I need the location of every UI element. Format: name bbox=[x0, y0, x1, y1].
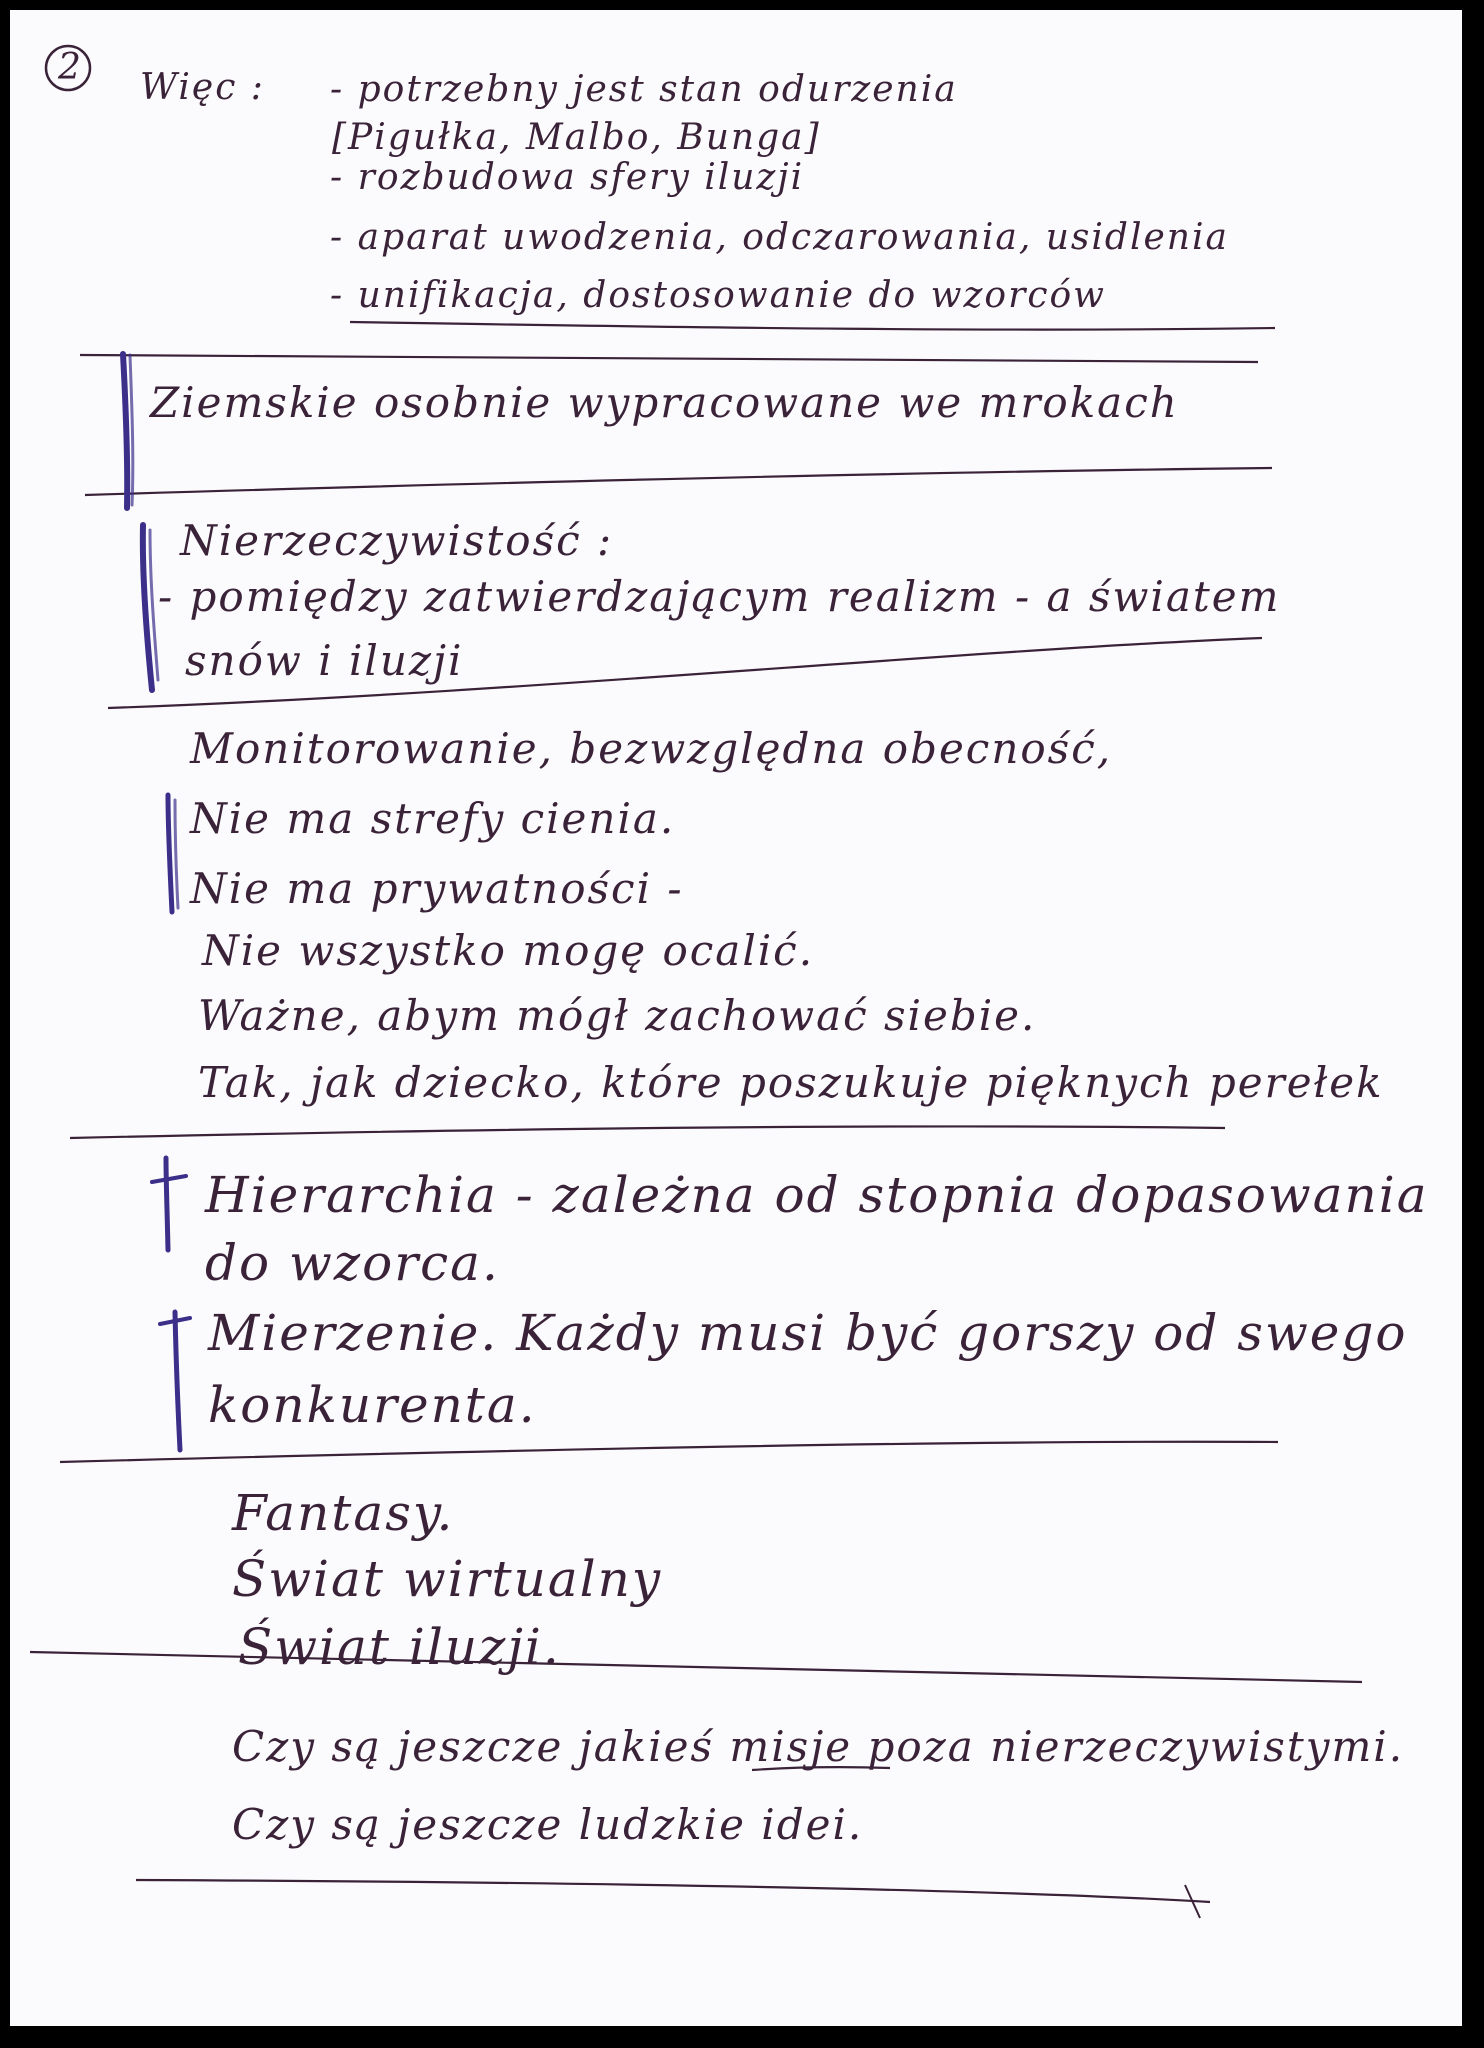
section-6-line-1: Czy są jeszcze jakieś misje poza nierzeczywistymi. bbox=[232, 1722, 1405, 1771]
section-3-line-4: Nie wszystko mogę ocalić. bbox=[202, 926, 815, 975]
header-item-2: [Pigułka, Malbo, Bunga] bbox=[332, 117, 821, 158]
section-4-line-1: Hierarchia - zależna od stopnia dopasowania bbox=[205, 1166, 1429, 1224]
header-item-4: - aparat uwodzenia, odczarowania, usidlenia bbox=[330, 217, 1229, 258]
section-1-line: Ziemskie osobnie wypracowane we mrokach bbox=[150, 378, 1179, 427]
section-3-line-3: Nie ma prywatności - bbox=[190, 864, 684, 913]
section-2-line-1: Nierzeczywistość : bbox=[180, 516, 614, 565]
header-item-5: - unifikacja, dostosowanie do wzorców bbox=[330, 275, 1106, 316]
section-3-line-2: Nie ma strefy cienia. bbox=[190, 794, 676, 843]
header-item-1: - potrzebny jest stan odurzenia bbox=[330, 69, 958, 110]
section-5-line-3: Świat iluzji. bbox=[238, 1618, 561, 1676]
section-2-line-3: snów i iluzji bbox=[185, 636, 464, 685]
section-6-line-2: Czy są jeszcze ludzkie idei. bbox=[232, 1800, 864, 1849]
divider-8 bbox=[136, 1880, 1210, 1902]
margin-mark-3 bbox=[168, 795, 172, 912]
divider-1 bbox=[350, 322, 1275, 330]
section-4-line-4: konkurenta. bbox=[208, 1376, 537, 1434]
section-2-line-2: - pomiędzy zatwierdzającym realizm - a światem bbox=[158, 572, 1281, 621]
header-item-3: - rozbudowa sfery iluzji bbox=[330, 157, 805, 198]
section-3-line-1: Monitorowanie, bezwzględna obecność, bbox=[190, 724, 1113, 773]
section-4-line-3: Mierzenie. Każdy musi być gorszy od swego bbox=[208, 1304, 1408, 1362]
divider-6 bbox=[60, 1442, 1278, 1462]
margin-mark-4 bbox=[166, 1158, 168, 1250]
section-3-line-5: Ważne, abym mógł zachować siebie. bbox=[198, 991, 1037, 1040]
section-3-line-6: Tak, jak dziecko, które poszukuje pięknych perełek bbox=[198, 1058, 1384, 1107]
manuscript-page bbox=[10, 10, 1462, 2026]
divider-5 bbox=[70, 1126, 1225, 1138]
divider-7 bbox=[30, 1652, 1362, 1682]
page-number: 2 bbox=[58, 47, 83, 88]
margin-mark-5 bbox=[175, 1312, 180, 1450]
margin-mark-1 bbox=[123, 354, 127, 508]
divider-3 bbox=[85, 468, 1272, 495]
section-5-line-1: Fantasy. bbox=[232, 1484, 455, 1542]
header-intro: Więc : bbox=[140, 67, 265, 108]
divider-2 bbox=[80, 355, 1258, 362]
section-4-line-2: do wzorca. bbox=[205, 1234, 500, 1292]
section-5-line-2: Świat wirtualny bbox=[232, 1550, 663, 1608]
